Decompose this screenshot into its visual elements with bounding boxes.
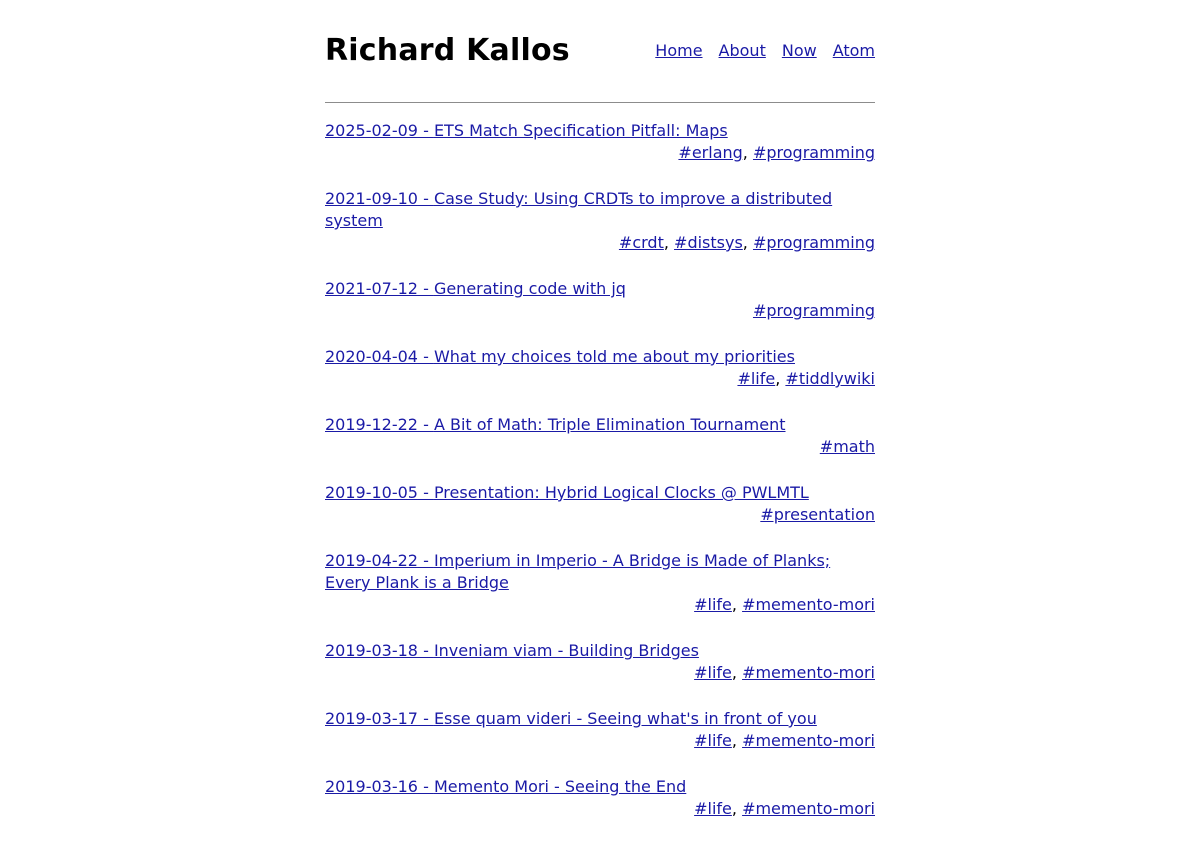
post-list	[325, 103, 875, 820]
post-tags	[325, 436, 875, 458]
post-link[interactable]: 2019-04-22 - Imperium in Imperio - A Bridge is Made of Planks; Every Plank is a Bridge	[325, 551, 831, 592]
post-item	[325, 188, 875, 254]
tag-link[interactable]: #programming	[752, 301, 875, 320]
post-link[interactable]: 2019-12-22 - A Bit of Math: Triple Elimination Tournament	[325, 415, 786, 434]
post-item	[325, 120, 875, 164]
post-link[interactable]: 2020-04-04 - What my choices told me about my priorities	[325, 347, 795, 366]
post-title: Case Study: Using CRDTs to improve a distributed system	[325, 189, 833, 230]
post-link[interactable]: 2025-02-09 - ETS Match Specification Pitfall: Maps	[325, 121, 728, 140]
post-tags	[325, 300, 875, 322]
post-link[interactable]: 2019-10-05 - Presentation: Hybrid Logical Clocks @ PWLMTL	[325, 483, 809, 502]
nav-home-link[interactable]: Home	[655, 41, 703, 60]
tag-link[interactable]: #distsys	[674, 233, 743, 252]
post-title: Imperium in Imperio - A Bridge is Made of Planks; Every Plank is a Bridge	[325, 551, 831, 592]
post-title: A Bit of Math: Triple Elimination Tournament	[433, 415, 786, 434]
tag-separator: ,	[731, 663, 743, 682]
post-item	[325, 776, 875, 820]
post-tags	[325, 368, 875, 390]
post-date: 2025-02-09	[325, 121, 418, 140]
post-date: 2019-03-16	[325, 777, 418, 796]
tag-link[interactable]: #life	[737, 369, 776, 388]
post-date: 2019-04-22	[325, 551, 418, 570]
post-item	[325, 640, 875, 684]
site-title: Richard Kallos	[325, 33, 570, 68]
nav-atom-link[interactable]: Atom	[832, 41, 875, 60]
tag-separator: ,	[731, 731, 743, 750]
post-link[interactable]: 2019-03-18 - Inveniam viam - Building Bridges	[325, 641, 699, 660]
tag-link[interactable]: #programming	[752, 233, 875, 252]
post-date: 2019-12-22	[325, 415, 418, 434]
tag-separator: ,	[742, 143, 753, 162]
post-title: Memento Mori - Seeing the End	[433, 777, 687, 796]
post-item	[325, 414, 875, 458]
post-date: 2020-04-04	[325, 347, 418, 366]
post-link[interactable]: 2021-07-12 - Generating code with jq	[325, 279, 626, 298]
tag-link[interactable]: #life	[694, 595, 732, 614]
post-link[interactable]: 2019-03-17 - Esse quam videri - Seeing what's in front of you	[325, 709, 817, 728]
tag-link[interactable]: #life	[694, 663, 732, 682]
tag-link[interactable]: #programming	[752, 143, 875, 162]
page-container	[325, 0, 875, 844]
nav-about-link[interactable]: About	[718, 41, 766, 60]
post-title: Esse quam videri - Seeing what's in front of you	[433, 709, 817, 728]
post-title: ETS Match Specification Pitfall: Maps	[433, 121, 728, 140]
tag-link[interactable]: #presentation	[760, 505, 875, 524]
post-item	[325, 550, 875, 616]
post-title: Inveniam viam - Building Bridges	[433, 641, 699, 660]
tag-separator: ,	[742, 233, 753, 252]
post-link[interactable]: 2021-09-10 - Case Study: Using CRDTs to improve a distributed system	[325, 189, 833, 230]
post-tags	[325, 730, 875, 752]
nav-now-link[interactable]: Now	[781, 41, 817, 60]
tag-link[interactable]: #math	[819, 437, 875, 456]
tag-link[interactable]: #memento-mori	[742, 663, 875, 682]
main-nav	[655, 40, 875, 62]
tag-link[interactable]: #life	[694, 799, 732, 818]
post-item	[325, 278, 875, 322]
tag-link[interactable]: #memento-mori	[742, 799, 875, 818]
post-date: 2019-03-18	[325, 641, 418, 660]
tag-separator: ,	[731, 799, 743, 818]
post-date: 2019-10-05	[325, 483, 418, 502]
tag-separator: ,	[663, 233, 675, 252]
post-tags	[325, 142, 875, 164]
post-tags	[325, 504, 875, 526]
tag-link[interactable]: #memento-mori	[742, 595, 875, 614]
post-link[interactable]: 2019-03-16 - Memento Mori - Seeing the End	[325, 777, 687, 796]
post-tags	[325, 594, 875, 616]
post-title: What my choices told me about my priorities	[433, 347, 795, 366]
post-tags	[325, 798, 875, 820]
post-title: Generating code with jq	[433, 279, 626, 298]
tag-separator: ,	[731, 595, 743, 614]
tag-separator: ,	[775, 369, 786, 388]
tag-link[interactable]: #tiddlywiki	[785, 369, 875, 388]
tag-link[interactable]: #crdt	[618, 233, 664, 252]
post-tags	[325, 232, 875, 254]
post-title: Presentation: Hybrid Logical Clocks @ PWLMTL	[433, 483, 809, 502]
post-item	[325, 708, 875, 752]
post-date: 2021-09-10	[325, 189, 418, 208]
tag-link[interactable]: #erlang	[678, 143, 743, 162]
post-item	[325, 346, 875, 390]
post-date: 2019-03-17	[325, 709, 418, 728]
post-tags	[325, 662, 875, 684]
site-header	[325, 0, 875, 103]
post-item	[325, 482, 875, 526]
tag-link[interactable]: #memento-mori	[742, 731, 875, 750]
post-date: 2021-07-12	[325, 279, 418, 298]
tag-link[interactable]: #life	[694, 731, 732, 750]
